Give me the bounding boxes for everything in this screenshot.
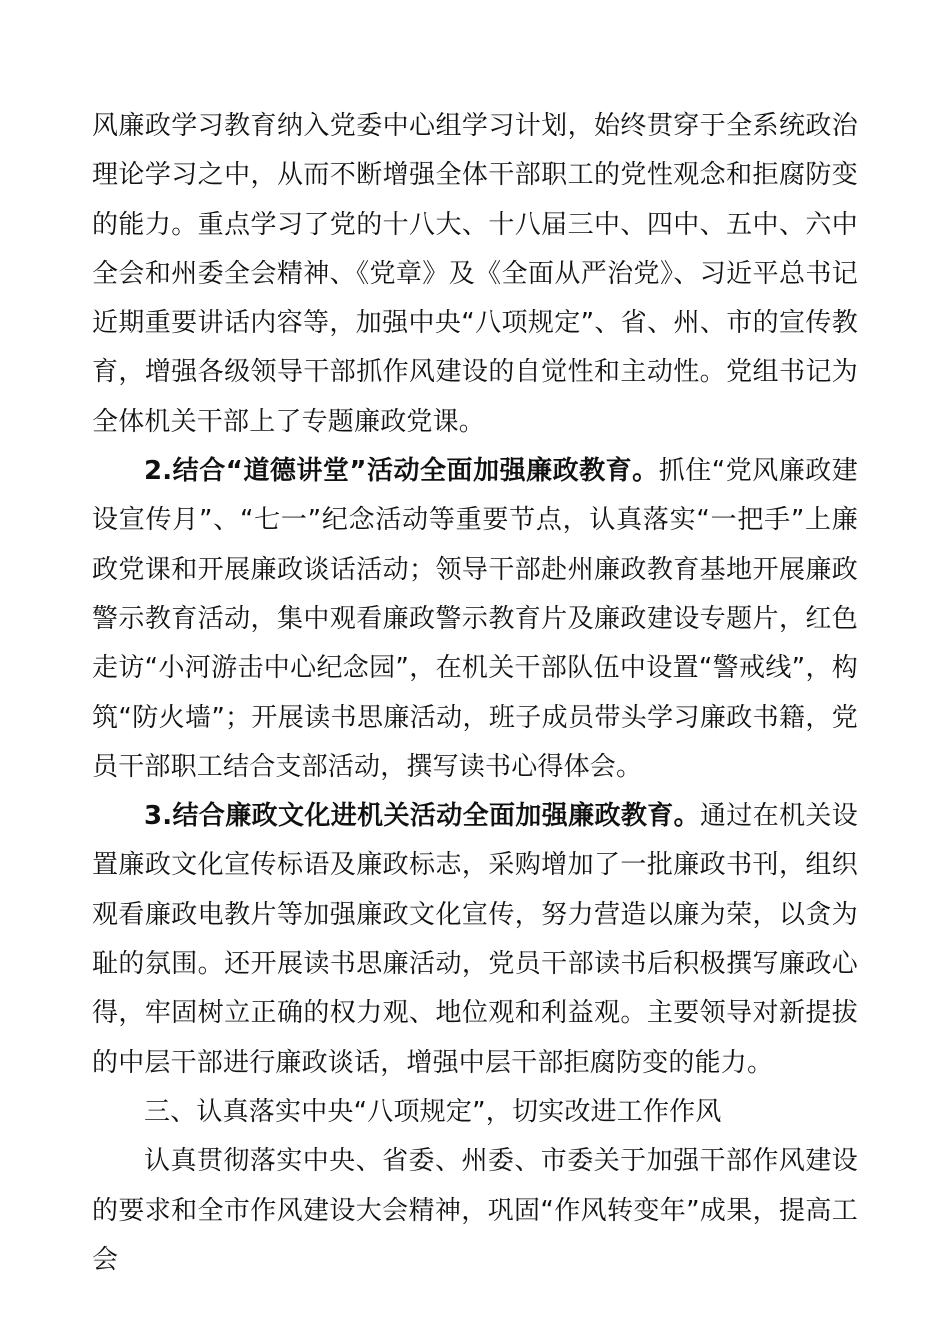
paragraph-item-3 (92, 792, 858, 1088)
paragraph-text: 通过在机关设置廉政文化宣传标语及廉政标志，采购增加了一批廉政书刊，组织观看廉政电教片等加强廉政文化宣传，努力营造以廉为荣，以贪为耻的氛围。还开展读书思廉活动，党员干部读书后积极撰写廉政心得，牢固树立正确的权力观、地位观和利益观。主要领导对新提拔的中层干部进行廉政谈话，增强中层干部拒腐防变的能力。 (92, 801, 859, 1078)
paragraph-text: 风廉政学习教育纳入党委中心组学习计划，始终贯穿于全系统政治理论学习之中，从而不断增强全体干部职工的党性观念和拒腐防变的能力。重点学习了党的十八大、十八届三中、四中、五中、六中全会和州委全会精神、《党章》及《全面从严治党》、习近平总书记近期重要讲话内容等，加强中央“八项规定”、省、州、市的宣传教育，增强各级领导干部抓作风建设的自觉性和主动性。党组书记为全体机关干部上了专题廉政党课。 (92, 111, 858, 437)
document-body (92, 102, 858, 1285)
paragraph-section-3-body (92, 1137, 858, 1285)
paragraph-continuation (92, 102, 858, 447)
paragraph-heading: 3.结合廉政文化进机关活动全面加强廉政教育。 (144, 801, 700, 832)
paragraph-heading: 2.结合“道德讲堂”活动全面加强廉政教育。 (144, 456, 659, 487)
paragraph-text: 抓住“党风廉政建设宣传月”、“七一”纪念活动等重要节点，认真落实“一把手”上廉政党课和开展廉政谈话活动；领导干部赴州廉政教育基地开展廉政警示教育活动，集中观看廉政警示教育片及廉政建设专题片，红色走访“小河游击中心纪念园”，在机关干部队伍中设置“警戒线”，构筑“防火墙”；开展读书思廉活动，班子成员带头学习廉政书籍，党员干部职工结合支部活动，撰写读书心得体会。 (92, 456, 858, 782)
section-heading-text: 三、认真落实中央“八项规定”，切实改进工作作风 (144, 1096, 722, 1127)
section-heading (92, 1088, 858, 1137)
paragraph-item-2 (92, 447, 858, 792)
paragraph-text: 认真贯彻落实中央、省委、州委、市委关于加强干部作风建设的要求和全市作风建设大会精神，巩固“作风转变年”成果，提高工会 (92, 1146, 858, 1275)
